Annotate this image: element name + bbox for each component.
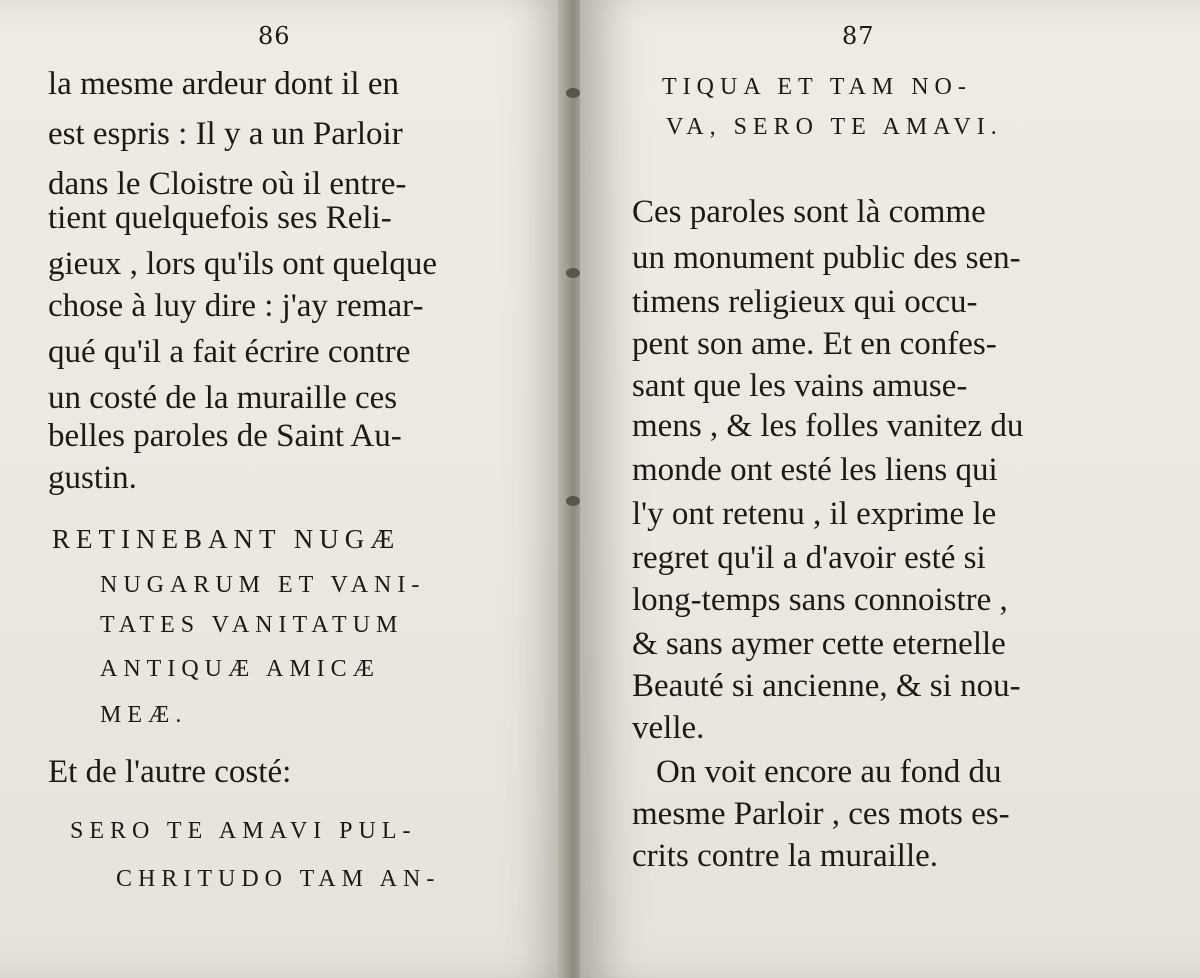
text-line: On voit encore au fond du xyxy=(656,754,1002,790)
text-line: timens religieux qui occu- xyxy=(632,284,978,320)
text-line: belles paroles de Saint Au- xyxy=(48,418,402,454)
text-line: velle. xyxy=(632,710,705,746)
text-line: mesme Parloir , ces mots es- xyxy=(632,796,1010,832)
text-line: la mesme ardeur dont il en xyxy=(48,66,399,102)
text-line: regret qu'il a d'avoir esté si xyxy=(632,540,986,576)
latin-quote-line: TIQUA ET TAM NO- xyxy=(662,74,972,100)
text-line: Beauté si ancienne, & si nou- xyxy=(632,668,1021,704)
text-line: gustin. xyxy=(48,460,137,496)
text-line: un monument public des sen- xyxy=(632,240,1021,276)
text-line: gieux , lors qu'ils ont quelque xyxy=(48,246,438,282)
text-line: qué qu'il a fait écrire contre xyxy=(48,334,411,370)
left-page xyxy=(0,0,570,978)
text-line: crits contre la muraille. xyxy=(632,838,939,874)
text-line: Ces paroles sont là comme xyxy=(632,194,986,230)
text-line: chose à luy dire : j'ay remar- xyxy=(48,288,424,324)
text-line: monde ont esté les liens qui xyxy=(632,452,998,488)
text-line: & sans aymer cette eternelle xyxy=(632,626,1006,662)
transition-line: Et de l'autre costé: xyxy=(48,754,292,790)
latin-quote-line: RETINEBANT NUGÆ xyxy=(52,524,401,554)
text-line: pent son ame. Et en confes- xyxy=(632,326,997,362)
binding-stitch xyxy=(566,496,580,506)
latin-quote-line: CHRITUDO TAM AN- xyxy=(116,866,441,892)
page-number-left: 86 xyxy=(258,22,291,50)
latin-quote-line: ANTIQUÆ AMICÆ xyxy=(100,656,381,682)
latin-quote-line: NUGARUM ET VANI- xyxy=(100,572,426,598)
text-line: tient quelquefois ses Reli- xyxy=(48,200,392,236)
text-line: mens , & les folles vanitez du xyxy=(632,408,1024,444)
text-line: long-temps sans connoistre , xyxy=(632,582,1008,618)
right-page xyxy=(580,0,1200,978)
binding-stitch xyxy=(566,88,580,98)
latin-quote-line: SERO TE AMAVI PUL- xyxy=(70,818,417,844)
text-line: un costé de la muraille ces xyxy=(48,380,398,416)
text-line: sant que les vains amuse- xyxy=(632,368,968,404)
text-line: dans le Cloistre où il entre- xyxy=(48,166,407,202)
text-line: est espris : Il y a un Parloir xyxy=(48,116,403,152)
latin-quote-line: VA, SERO TE AMAVI. xyxy=(666,114,1003,140)
latin-quote-line: MEÆ. xyxy=(100,702,188,728)
latin-quote-line: TATES VANITATUM xyxy=(100,612,404,638)
text-line: l'y ont retenu , il exprime le xyxy=(632,496,997,532)
page-number-right: 87 xyxy=(842,22,875,50)
binding-stitch xyxy=(566,268,580,278)
